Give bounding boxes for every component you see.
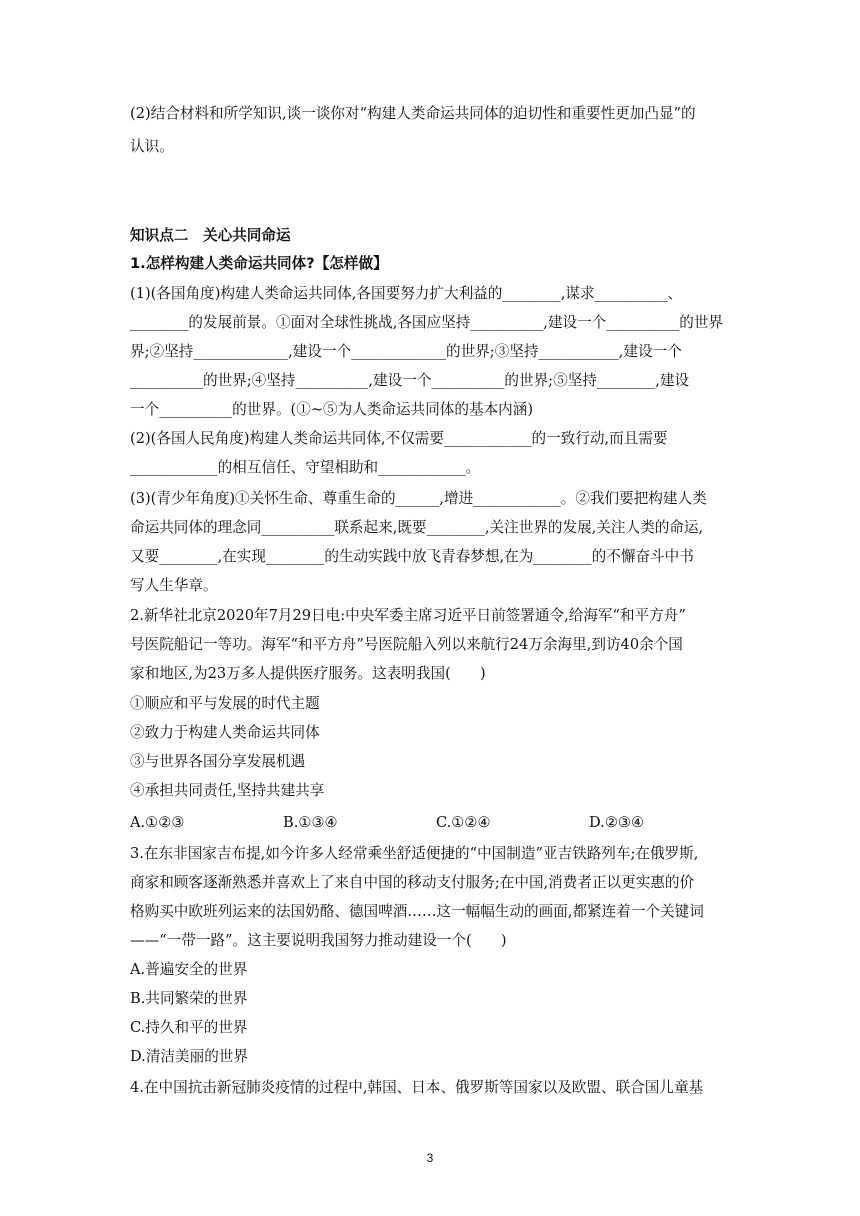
text-line: (1)(各国角度)构建人类命运共同体,各国要努力扩大利益的________,谋求__________、 [130, 285, 683, 302]
question-3-stem: 格购买中欧班列运来的法国奶酪、德国啤酒……这一幅幅生动的画面,都紧连着一个关键词 [130, 903, 704, 920]
statement-item: ③与世界各国分享发展机遇 [130, 753, 306, 770]
question-3-stem: 商家和顾客逐渐熟悉并喜欢上了来自中国的移动支付服务;在中国,消费者正以更实惠的价 [130, 874, 695, 891]
question-2-stem: 2.新华社北京2020年7月29日电:中央军委主席习近平日前签署通令,给海军“和平方舟” [130, 607, 686, 624]
text-line: (3)(青少年角度)①关怀生命、尊重生命的______,增进____________。②我们要把构建人类 [130, 490, 707, 507]
text-line: 写人生华章。 [130, 577, 218, 594]
q1-subquestion-2: (2)结合材料和所学知识,谈一谈你对“构建人类命运共同体的迫切性和重要性更加凸显”的 [130, 105, 696, 122]
text-line: __________的世界;④坚持__________,建设一个__________的世界;⑤坚持________,建设 [130, 372, 690, 389]
text-line: 又要________,在实现________的生动实践中放飞青春梦想,在为________的不懈奋斗中书 [130, 548, 694, 565]
text-line: (2)(各国人民角度)构建人类命运共同体,不仅需要____________的一致行动,而且需要 [130, 430, 668, 447]
statement-item: ④承担共同责任,坚持共建共享 [130, 782, 325, 799]
option-d: D.②③④ [589, 814, 645, 831]
option-b: B.①③④ [283, 814, 338, 831]
option-c: C.持久和平的世界 [130, 1019, 248, 1036]
text-line: 命运共同体的理念同__________联系起来,既要________,关注世界的发展,关注人类的命运, [130, 519, 704, 536]
question-4-stem: 4.在中国抗击新冠肺炎疫情的过程中,韩国、日本、俄罗斯等国家以及欧盟、联合国儿童基 [130, 1079, 704, 1096]
option-d: D.清洁美丽的世界 [130, 1048, 248, 1065]
question-3-stem: 3.在东非国家吉布提,如今许多人经常乘坐舒适便捷的“中国制造”亚吉铁路列车;在俄罗斯, [130, 845, 699, 862]
text-line: 界;②坚持_____________,建设一个_____________的世界;③坚持___________,建设一个 [130, 343, 682, 360]
question-3-stem: ——“一带一路”。这主要说明我国努力推动建设一个( ) [130, 932, 507, 949]
question-heading: 1.怎样构建人类命运共同体?【怎样做】 [130, 255, 388, 272]
text-line: ________的发展前景。①面对全球性挑战,各国应坚持__________,建设一个__________的世界 [130, 314, 724, 331]
page-number: 3 [426, 1151, 434, 1165]
option-b: B.共同繁荣的世界 [130, 990, 248, 1007]
question-2-stem: 家和地区,为23万多人提供医疗服务。这表明我国( ) [130, 665, 486, 682]
section-heading: 知识点二 关心共同命运 [130, 227, 291, 244]
statement-item: ②致力于构建人类命运共同体 [130, 724, 320, 741]
question-2-options [130, 813, 742, 833]
question-2-stem: 号医院船记一等功。海军“和平方舟”号医院船入列以来航行24万余海里,到访40余个国 [130, 636, 683, 653]
text-line: 一个__________的世界。(①~⑤为人类命运共同体的基本内涵) [130, 401, 534, 418]
text-line: ____________的相互信任、守望相助和____________。 [130, 459, 481, 476]
option-a: A.①②③ [130, 814, 185, 831]
option-a: A.普遍安全的世界 [130, 961, 248, 978]
option-c: C.①②④ [436, 814, 491, 831]
statement-item: ①顺应和平与发展的时代主题 [130, 695, 320, 712]
q1-subquestion-2-cont: 认识。 [130, 138, 174, 155]
